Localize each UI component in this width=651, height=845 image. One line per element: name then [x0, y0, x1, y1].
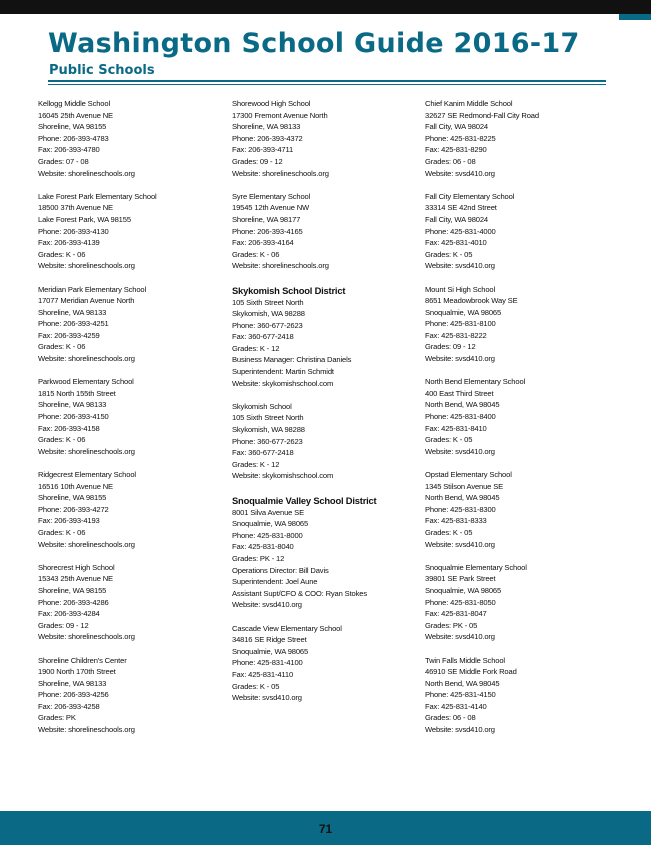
- listing-detail-line: Fax: 206-393-4258: [38, 701, 100, 711]
- listing-detail-line: 8651 Meadowbrook Way SE: [425, 296, 518, 306]
- listing-detail-line: 105 Sixth Street North: [232, 413, 304, 423]
- school-listing: [425, 469, 605, 550]
- listing-detail-line: 19545 12th Avenue NW: [232, 203, 310, 213]
- listing-detail-line: 18500 37th Avenue NE: [38, 203, 113, 213]
- listing-detail-line: Website: svsd410.org: [425, 725, 495, 735]
- listing-detail-line: North Bend, WA 98045: [425, 400, 500, 410]
- school-listing: [38, 376, 218, 457]
- listing-column-2: [232, 98, 412, 715]
- listing-detail-line: Fax: 360-677-2418: [232, 448, 294, 458]
- listing-detail-line: Grades: K - 12: [232, 459, 280, 469]
- listing-detail-line: Website: svsd410.org: [232, 693, 302, 703]
- district-listing: [232, 494, 412, 611]
- listing-detail-line: Grades: 09 - 12: [232, 156, 283, 166]
- listing-detail-line: Grades: K - 05: [425, 435, 473, 445]
- listing-detail-line: Phone: 206-393-4251: [38, 319, 109, 329]
- school-name: Snoqualmie Elementary School: [425, 562, 527, 572]
- listing-detail-line: 1900 North 170th Street: [38, 667, 116, 677]
- school-name: Parkwood Elementary School: [38, 377, 134, 387]
- listing-detail-line: 17300 Fremont Avenue North: [232, 110, 328, 120]
- listing-detail-line: 400 East Third Street: [425, 388, 494, 398]
- listing-detail-line: Website: shorelineschools.org: [38, 539, 135, 549]
- listing-detail-line: Phone: 425-831-8050: [425, 597, 496, 607]
- listing-detail-line: Website: svsd410.org: [425, 168, 495, 178]
- header-rule-thin: [48, 84, 606, 85]
- listing-detail-line: Grades: K - 12: [232, 343, 280, 353]
- school-name: Twin Falls Middle School: [425, 655, 505, 665]
- district-name: Skykomish School District: [232, 284, 346, 296]
- listing-detail-line: Website: skykomishschool.com: [232, 471, 334, 481]
- school-listing: [425, 284, 605, 365]
- listing-detail-line: Phone: 206-393-4372: [232, 133, 303, 143]
- listing-detail-line: Grades: 07 - 08: [38, 156, 89, 166]
- school-listing: [38, 655, 218, 736]
- school-name: Shorewood High School: [232, 99, 311, 108]
- listing-detail-line: Phone: 425-831-8000: [232, 530, 303, 540]
- school-name: Mount Si High School: [425, 284, 496, 294]
- listing-detail-line: Website: shorelineschools.org: [38, 632, 135, 642]
- listing-detail-line: North Bend, WA 98045: [425, 678, 500, 688]
- listing-detail-line: Website: shorelineschools.org: [38, 446, 135, 456]
- listing-detail-line: Phone: 425-831-4150: [425, 690, 496, 700]
- district-name: Snoqualmie Valley School District: [232, 494, 377, 506]
- listing-detail-line: Shoreline, WA 98155: [38, 493, 107, 503]
- listing-detail-line: Fax: 206-393-4284: [38, 609, 100, 619]
- listing-detail-line: Website: shorelineschools.org: [38, 168, 135, 178]
- listing-detail-line: Grades: PK - 05: [425, 620, 478, 630]
- listing-detail-line: Website: shorelineschools.org: [232, 168, 329, 178]
- listing-detail-line: Phone: 206-393-4130: [38, 226, 109, 236]
- listing-detail-line: Website: shorelineschools.org: [38, 725, 135, 735]
- school-listing: [425, 98, 605, 179]
- school-name: Chief Kanim Middle School: [425, 99, 513, 108]
- school-listing: [425, 655, 605, 736]
- listing-detail-line: Grades: 06 - 08: [425, 713, 476, 723]
- listing-detail-line: Phone: 425-831-8400: [425, 412, 496, 422]
- listing-detail-line: Phone: 206-393-4783: [38, 133, 109, 143]
- listing-detail-line: 16516 10th Avenue NE: [38, 481, 113, 491]
- listing-detail-line: Grades: K - 06: [38, 527, 86, 537]
- header-rule-thick: [48, 80, 606, 82]
- listing-detail-line: Fax: 425-831-4010: [425, 238, 487, 248]
- listing-detail-line: Website: svsd410.org: [425, 539, 495, 549]
- listing-detail-line: Website: shorelineschools.org: [38, 261, 135, 271]
- listing-detail-line: Snoqualmie, WA 98065: [232, 519, 309, 529]
- listing-detail-line: Fax: 425-831-8040: [232, 542, 294, 552]
- listing-detail-line: Shoreline, WA 98133: [38, 307, 107, 317]
- school-name: Shorecrest High School: [38, 562, 115, 572]
- listing-detail-line: Shoreline, WA 98155: [38, 122, 107, 132]
- listing-column-3: [425, 98, 605, 747]
- listing-detail-line: 1345 Stilson Avenue SE: [425, 481, 504, 491]
- listing-detail-line: Fax: 206-393-4158: [38, 423, 100, 433]
- listing-detail-line: Website: svsd410.org: [425, 354, 495, 364]
- listing-detail-line: 105 Sixth Street North: [232, 297, 304, 307]
- listing-detail-line: 32627 SE Redmond-Fall City Road: [425, 110, 539, 120]
- listing-detail-line: 16045 25th Avenue NE: [38, 110, 113, 120]
- school-listing: [425, 562, 605, 643]
- school-listing: [425, 191, 605, 272]
- listing-detail-line: Phone: 360-677-2623: [232, 436, 303, 446]
- listing-detail-line: Fax: 206-393-4164: [232, 238, 294, 248]
- listing-detail-line: Website: svsd410.org: [425, 261, 495, 271]
- listing-detail-line: Phone: 425-831-8100: [425, 319, 496, 329]
- listing-detail-line: Grades: 06 - 08: [425, 156, 476, 166]
- school-name: Skykomish School: [232, 401, 292, 411]
- listing-detail-line: Website: svsd410.org: [232, 600, 302, 610]
- school-name: Lake Forest Park Elementary School: [38, 191, 157, 201]
- listing-detail-line: Grades: K - 06: [38, 435, 86, 445]
- listing-detail-line: Assistant Supt/CFO & COO: Ryan Stokes: [232, 588, 367, 598]
- listing-detail-line: Website: svsd410.org: [425, 446, 495, 456]
- listing-detail-line: Snoqualmie, WA 98065: [232, 646, 309, 656]
- listing-detail-line: Website: shorelineschools.org: [38, 354, 135, 364]
- listing-detail-line: Grades: K - 05: [425, 527, 473, 537]
- listing-detail-line: Grades: K - 05: [232, 681, 280, 691]
- listing-detail-line: Phone: 425-831-8300: [425, 504, 496, 514]
- listing-detail-line: Skykomish, WA 98288: [232, 309, 305, 319]
- listing-detail-line: Grades: K - 05: [425, 249, 473, 259]
- school-listing: [38, 562, 218, 643]
- school-listing: [232, 98, 412, 179]
- listing-detail-line: Fax: 206-393-4139: [38, 238, 100, 248]
- listing-detail-line: Shoreline, WA 98177: [232, 214, 301, 224]
- listing-detail-line: Fax: 425-831-4110: [232, 669, 294, 679]
- school-listing: [38, 284, 218, 365]
- listing-detail-line: Business Manager: Christina Daniels: [232, 355, 352, 365]
- school-listing: [232, 623, 412, 704]
- listing-detail-line: 8001 Silva Avenue SE: [232, 507, 305, 517]
- page-title: Washington School Guide 2016-17: [48, 28, 580, 59]
- listing-detail-line: Superintendent: Martin Schmidt: [232, 367, 334, 377]
- school-name: Syre Elementary School: [232, 191, 311, 201]
- listing-detail-line: Fax: 206-393-4711: [232, 145, 294, 155]
- page-number: 71: [318, 822, 333, 836]
- listing-detail-line: Fax: 425-831-8333: [425, 516, 487, 526]
- listing-detail-line: Lake Forest Park, WA 98155: [38, 214, 131, 224]
- listing-detail-line: Fax: 425-831-4140: [425, 701, 487, 711]
- school-name: Ridgecrest Elementary School: [38, 470, 136, 479]
- listing-detail-line: Phone: 206-393-4286: [38, 597, 109, 607]
- listing-detail-line: 15343 25th Avenue NE: [38, 574, 113, 584]
- listing-detail-line: Fax: 360-677-2418: [232, 332, 294, 342]
- listing-detail-line: Grades: PK: [38, 713, 76, 723]
- listing-detail-line: Website: skykomishschool.com: [232, 378, 334, 388]
- listing-detail-line: Phone: 425-831-4100: [232, 658, 303, 668]
- listing-detail-line: Fax: 425-831-8047: [425, 609, 487, 619]
- district-listing: [232, 284, 412, 390]
- listing-detail-line: Shoreline, WA 98133: [38, 400, 107, 410]
- school-listing: [38, 98, 218, 179]
- listing-detail-line: Fall City, WA 98024: [425, 214, 488, 224]
- listing-detail-line: 34816 SE Ridge Street: [232, 635, 307, 645]
- listing-detail-line: Grades: K - 06: [38, 249, 86, 259]
- section-subtitle: Public Schools: [49, 63, 155, 78]
- school-name: Kellogg Middle School: [38, 99, 110, 108]
- listing-detail-line: Fax: 425-831-8290: [425, 145, 487, 155]
- listing-detail-line: Grades: K - 06: [232, 249, 280, 259]
- top-accent-strip: [619, 14, 651, 20]
- school-listing: [232, 191, 412, 272]
- listing-detail-line: 46910 SE Middle Fork Road: [425, 667, 517, 677]
- listing-detail-line: Fax: 206-393-4193: [38, 516, 100, 526]
- listing-detail-line: Website: svsd410.org: [425, 632, 495, 642]
- listing-detail-line: 1815 North 155th Street: [38, 388, 116, 398]
- school-name: North Bend Elementary School: [425, 377, 526, 387]
- listing-detail-line: Grades: 09 - 12: [38, 620, 89, 630]
- school-name: Shoreline Children's Center: [38, 655, 127, 665]
- listing-detail-line: 39801 SE Park Street: [425, 574, 496, 584]
- listing-detail-line: Phone: 206-393-4165: [232, 226, 303, 236]
- school-name: Meridian Park Elementary School: [38, 284, 147, 294]
- listing-detail-line: Skykomish, WA 98288: [232, 425, 305, 435]
- school-name: Cascade View Elementary School: [232, 623, 342, 633]
- listing-detail-line: Grades: PK - 12: [232, 553, 285, 563]
- listing-detail-line: 33314 SE 42nd Street: [425, 203, 497, 213]
- listing-detail-line: Phone: 360-677-2623: [232, 320, 303, 330]
- listing-detail-line: Phone: 206-393-4256: [38, 690, 109, 700]
- listing-column-1: [38, 98, 218, 747]
- listing-detail-line: Shoreline, WA 98155: [38, 585, 107, 595]
- listing-detail-line: Fax: 425-831-8410: [425, 423, 487, 433]
- listing-detail-line: Fax: 206-393-4780: [38, 145, 100, 155]
- listing-detail-line: Shoreline, WA 98133: [38, 678, 107, 688]
- school-listing: [38, 191, 218, 272]
- school-name: Opstad Elementary School: [425, 470, 512, 479]
- listing-detail-line: North Bend, WA 98045: [425, 493, 500, 503]
- listing-detail-line: Fax: 425-831-8222: [425, 330, 487, 340]
- listing-detail-line: Phone: 206-393-4150: [38, 412, 109, 422]
- school-name: Fall City Elementary School: [425, 191, 515, 201]
- listing-detail-line: Shoreline, WA 98133: [232, 122, 301, 132]
- school-listing: [232, 401, 412, 482]
- listing-detail-line: Phone: 206-393-4272: [38, 504, 109, 514]
- listing-detail-line: Grades: K - 06: [38, 342, 86, 352]
- listing-detail-line: Grades: 09 - 12: [425, 342, 476, 352]
- listing-detail-line: Superintendent: Joel Aune: [232, 577, 318, 587]
- school-listing: [38, 469, 218, 550]
- listing-detail-line: Fall City, WA 98024: [425, 122, 488, 132]
- listing-detail-line: Operations Director: Bill Davis: [232, 565, 329, 575]
- listing-detail-line: Snoqualmie, WA 98065: [425, 307, 502, 317]
- school-listing: [425, 376, 605, 457]
- listing-detail-line: Phone: 425-831-4000: [425, 226, 496, 236]
- listing-detail-line: Website: shorelineschools.org: [232, 261, 329, 271]
- listing-detail-line: Fax: 206-393-4259: [38, 330, 100, 340]
- top-black-bar: [0, 0, 651, 14]
- listing-detail-line: 17077 Meridian Avenue North: [38, 296, 135, 306]
- listing-detail-line: Phone: 425-831-8225: [425, 133, 496, 143]
- listing-detail-line: Snoqualmie, WA 98065: [425, 585, 502, 595]
